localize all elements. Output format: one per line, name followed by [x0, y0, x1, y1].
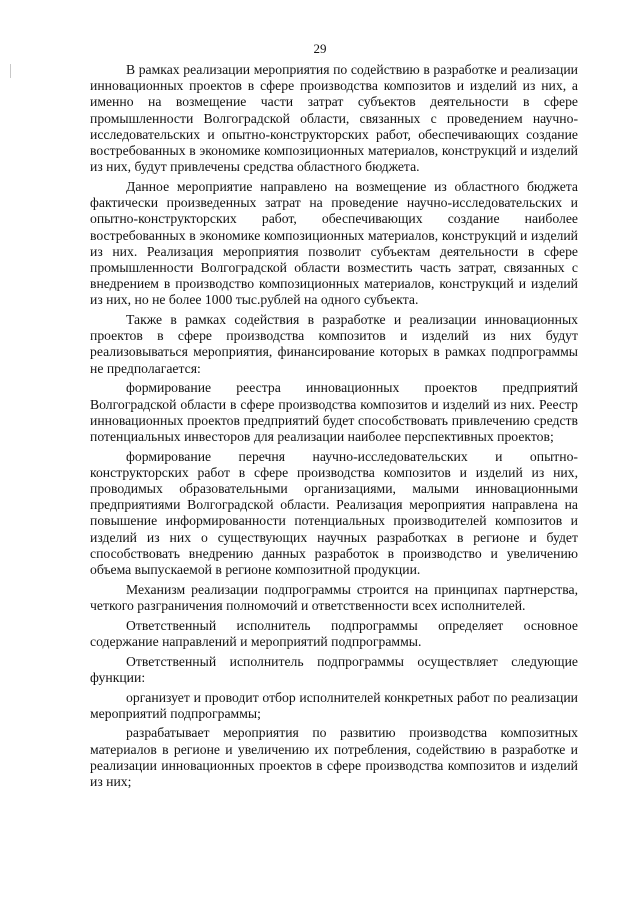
paragraph-implementation-mechanism: Механизм реализации подпрограммы строится на принципах партнерства, четкого разграничения полномочий и ответственности всех исполнителей. — [90, 581, 578, 613]
paragraph-reimbursement-measure: В рамках реализации мероприятия по содействию в разработке и реализации инновационных проектов в сфере производства композитов и изделий из них, а именно на возмещение части затрат субъектов деятельности в сфере промышленности Волгоградской области, связанных с проведением научно-исследовательских и опытно-конструкторских работ, обеспечивающих создание востребованных в экономике композиционных материалов, конструкций и изделий из них, будут привлечены средства областного бюджета. — [90, 62, 578, 175]
paragraph-function-development: разрабатывает мероприятия по развитию производства композитных материалов в регионе и увеличению их потребления, содействию в разработке и реализации инновационных проектов в сфере производства композитов и изделий из них; — [90, 725, 578, 790]
scan-margin-mark — [10, 64, 11, 78]
paragraph-research-list: формирование перечня научно-исследовательских и опытно-конструкторских работ в сфере производства композитов и изделий из них, проводимых образовательными организациями, малыми инновационными предприятиями Волгоградской области. Реализация мероприятия направлена на повышение информированности потенциальных производителей композитов и изделий из них о существующих научных разработках в регионе и будет способствовать внедрению данных разработок в производство и увеличению объема выпускаемой в регионе композитной продукции. — [90, 448, 578, 578]
paragraph-project-registry: формирование реестра инновационных проектов предприятий Волгоградской области в сфере производства композитов и изделий из них. Реестр инновационных проектов предприятий будет способствовать привлечению средств потенциальных инвесторов для реализации наиболее перспективных проектов; — [90, 380, 578, 444]
paragraph-unfunded-measures: Также в рамках содействия в разработке и реализации инновационных проектов в сфере производства композитов и изделий из них будут реализовываться мероприятия, финансирование которых в рамках подпрограммы не предполагается: — [90, 312, 578, 376]
paragraph-executor-role: Ответственный исполнитель подпрограммы определяет основное содержание направлений и мероприятий подпрограммы. — [90, 617, 578, 649]
paragraph-function-selection: организует и проводит отбор исполнителей конкретных работ по реализации мероприятий подпрограммы; — [90, 689, 578, 721]
page-number: 29 — [313, 41, 327, 56]
paragraph-measure-description: Данное мероприятие направлено на возмещение из областного бюджета фактически произведенных затрат на проведение научно-исследовательских и опытно-конструкторских работ, обеспечивающих создание наиболее востребованных в экономике композиционных материалов, конструкций и изделий из них. Реализация мероприятия позволит субъектам деятельности в сфере промышленности Волгоградской области возместить часть затрат, связанных с внедрением в производство композиционных материалов, конструкций и изделий из них, но не более 1000 тыс.рублей на одного субъекта. — [90, 178, 578, 308]
document-body — [90, 62, 578, 790]
paragraph-executor-functions: Ответственный исполнитель подпрограммы осуществляет следующие функции: — [90, 653, 578, 685]
